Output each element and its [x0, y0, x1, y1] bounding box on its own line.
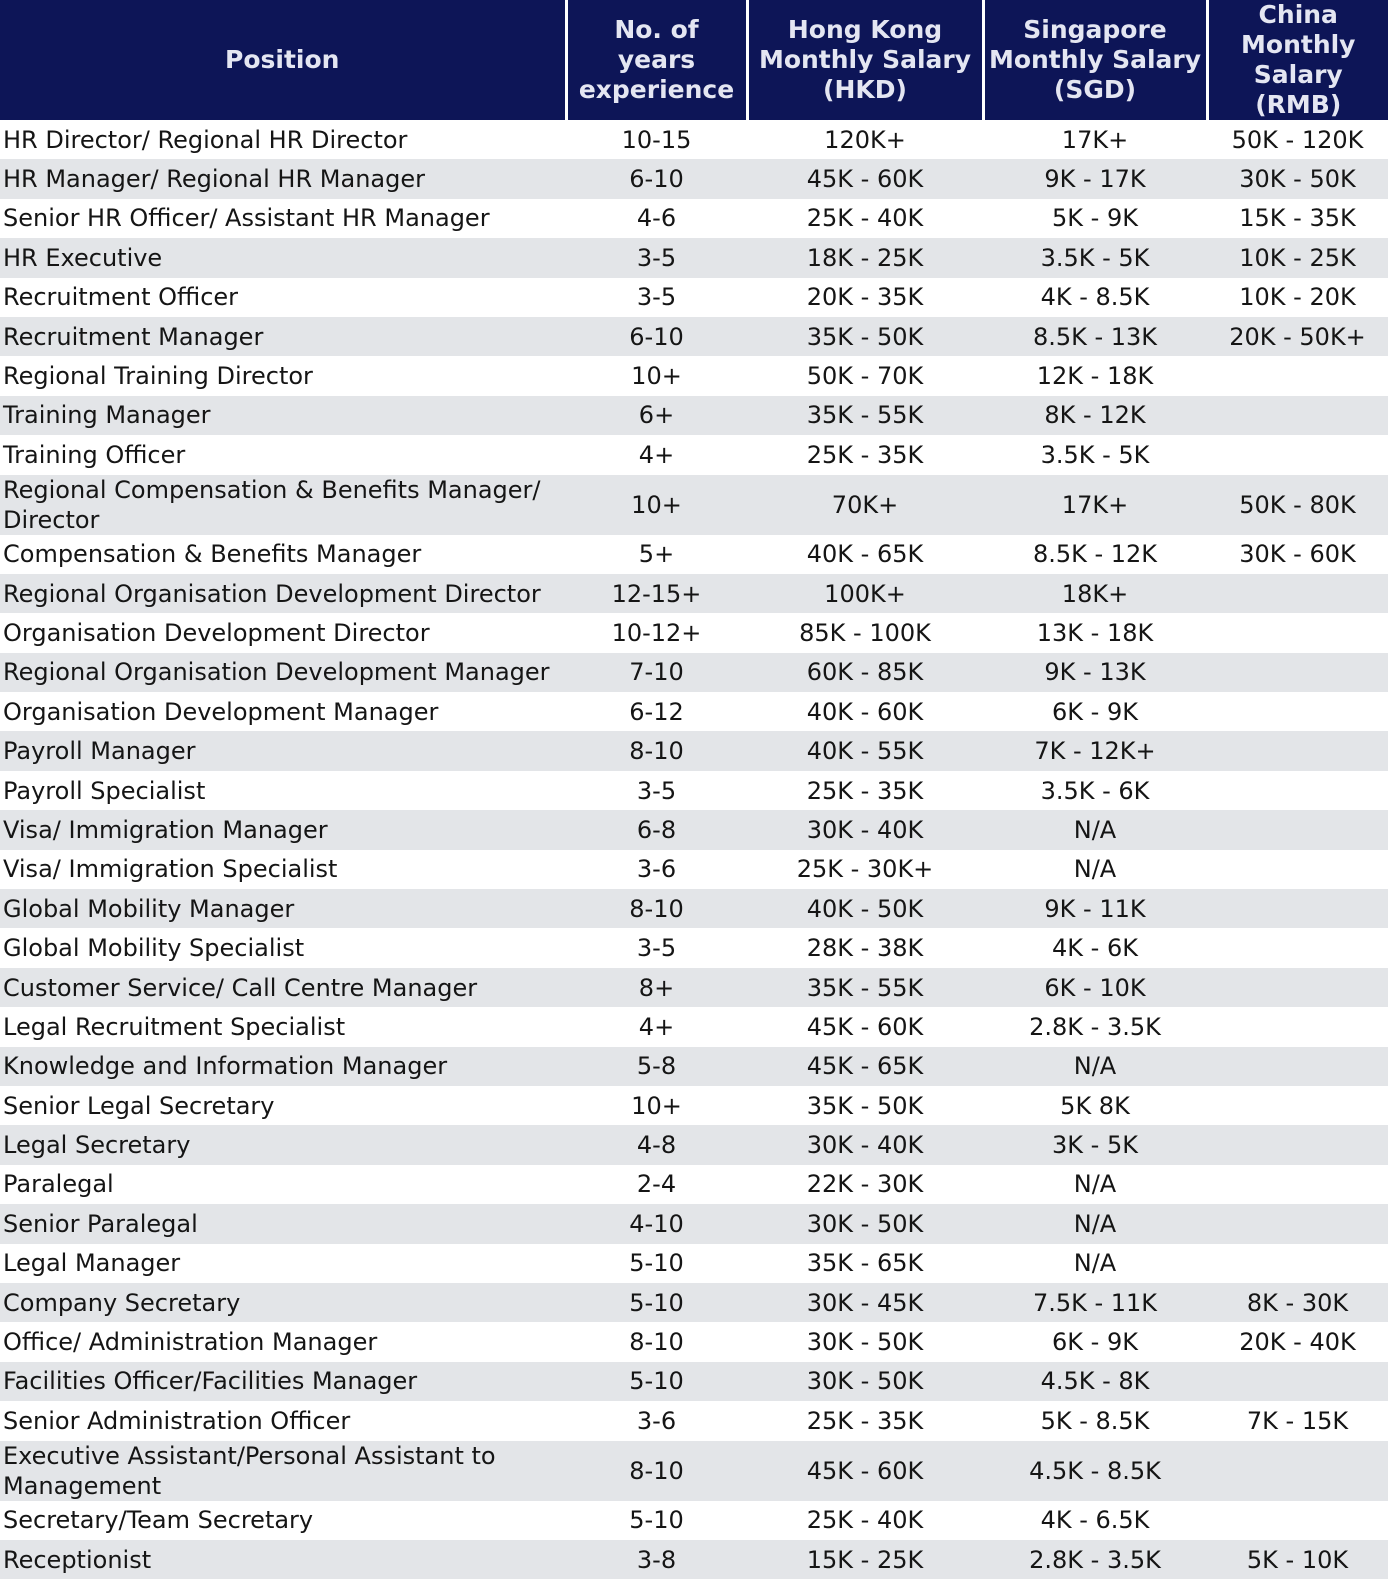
- cell-singapore-salary: 4K - 8.5K: [1040, 283, 1150, 312]
- cell-years-experience: 3-6: [636, 1406, 677, 1435]
- cell-position: Secretary/Team Secretary: [3, 1506, 314, 1535]
- cell-singapore-salary: 18K+: [983, 574, 1207, 613]
- cell-china-salary: [1207, 1441, 1388, 1501]
- table-row: [0, 731, 1388, 770]
- cell-position: Company Secretary: [0, 1283, 566, 1322]
- table-row: [0, 535, 1388, 574]
- cell-position: Office/ Administration Manager: [3, 1328, 378, 1357]
- cell-years-experience: 4-6: [636, 204, 677, 233]
- cell-china-salary: [1207, 731, 1388, 770]
- cell-years-experience: 5-10: [566, 1283, 747, 1322]
- cell-china-salary: 50K - 80K: [1207, 475, 1388, 535]
- table-row: [0, 574, 1388, 613]
- header-singapore-salary: Singapore Monthly Salary (SGD): [983, 0, 1207, 120]
- cell-china-salary: [1207, 810, 1388, 849]
- table-row: [0, 159, 1388, 198]
- cell-singapore-salary: 3K - 5K: [983, 1125, 1207, 1164]
- cell-position: Organisation Development Manager: [3, 697, 439, 726]
- cell-years-experience: 10+: [566, 475, 747, 535]
- cell-singapore-salary: 2.8K - 3.5K: [983, 1540, 1207, 1579]
- table-row: [0, 928, 1388, 967]
- cell-position: Regional Organisation Development Director: [0, 574, 566, 613]
- cell-singapore-salary: 9K - 11K: [983, 889, 1207, 928]
- table-row: [0, 1362, 1388, 1401]
- cell-position: Compensation & Benefits Manager: [3, 540, 422, 569]
- cell-singapore-salary: 5K - 8.5K: [1040, 1406, 1150, 1435]
- cell-hong-kong-salary: 22K - 30K: [806, 1170, 924, 1199]
- cell-singapore-salary: 13K - 18K: [1036, 618, 1154, 647]
- cell-china-salary: [1207, 1007, 1388, 1046]
- cell-hong-kong-salary: 25K - 35K: [806, 776, 924, 805]
- cell-hong-kong-salary: 45K - 60K: [747, 159, 983, 198]
- cell-hong-kong-salary: 45K - 60K: [806, 1012, 924, 1041]
- cell-hong-kong-salary: 40K - 50K: [747, 889, 983, 928]
- cell-years-experience: 3-5: [636, 934, 677, 963]
- cell-years-experience: 2-4: [636, 1170, 677, 1199]
- cell-hong-kong-salary: 15K - 25K: [747, 1540, 983, 1579]
- cell-hong-kong-salary: 30K - 45K: [747, 1283, 983, 1322]
- cell-china-salary: 5K - 10K: [1207, 1540, 1388, 1579]
- cell-singapore-salary: N/A: [1073, 855, 1117, 884]
- cell-position: Senior Administration Officer: [3, 1406, 351, 1435]
- cell-singapore-salary: 4K - 6.5K: [1040, 1506, 1150, 1535]
- cell-china-salary: [1207, 889, 1388, 928]
- cell-singapore-salary: 3.5K - 5K: [1040, 440, 1150, 469]
- cell-years-experience: 10+: [631, 1091, 682, 1120]
- cell-china-salary: 20K - 50K+: [1207, 317, 1388, 356]
- cell-position: Legal Recruitment Specialist: [3, 1012, 346, 1041]
- cell-china-salary: [1207, 1165, 1388, 1204]
- table-row: [0, 120, 1388, 159]
- cell-hong-kong-salary: 85K - 100K: [799, 618, 931, 647]
- cell-hong-kong-salary: 35K - 55K: [747, 968, 983, 1007]
- cell-years-experience: 6+: [566, 396, 747, 435]
- cell-singapore-salary: N/A: [983, 1204, 1207, 1243]
- table-row: [0, 1501, 1388, 1540]
- cell-singapore-salary: 8.5K - 13K: [983, 317, 1207, 356]
- cell-position: Senior Legal Secretary: [3, 1091, 275, 1120]
- cell-position: Legal Manager: [3, 1249, 181, 1278]
- cell-position: Senior Paralegal: [0, 1204, 566, 1243]
- cell-china-salary: [1207, 1086, 1388, 1125]
- cell-hong-kong-salary: 25K - 30K+: [796, 855, 934, 884]
- cell-years-experience: 5-10: [566, 1362, 747, 1401]
- table-row: [0, 435, 1388, 474]
- cell-position: Recruitment Officer: [3, 283, 239, 312]
- cell-china-salary: 10K - 20K: [1239, 283, 1356, 312]
- table-row: [0, 199, 1388, 238]
- table-row: [0, 889, 1388, 928]
- cell-hong-kong-salary: 35K - 50K: [806, 1091, 924, 1120]
- cell-hong-kong-salary: 28K - 38K: [806, 934, 924, 963]
- cell-position: Regional Organisation Development Manager: [0, 653, 566, 692]
- cell-years-experience: 3-8: [566, 1540, 747, 1579]
- table-row: [0, 356, 1388, 395]
- cell-years-experience: 3-6: [636, 855, 677, 884]
- cell-china-salary: [1207, 435, 1388, 474]
- table-row: [0, 810, 1388, 849]
- table-row: [0, 475, 1388, 535]
- cell-china-salary: 50K - 120K: [1231, 125, 1364, 154]
- cell-singapore-salary: N/A: [1073, 1249, 1117, 1278]
- cell-china-salary: 7K - 15K: [1246, 1406, 1349, 1435]
- cell-position: Training Officer: [3, 440, 186, 469]
- cell-china-salary: [1207, 1362, 1388, 1401]
- cell-hong-kong-salary: 25K - 35K: [806, 440, 924, 469]
- cell-singapore-salary: 12K - 18K: [1036, 362, 1154, 391]
- cell-years-experience: 7-10: [566, 653, 747, 692]
- cell-china-salary: [1207, 1204, 1388, 1243]
- cell-china-salary: [1207, 356, 1388, 395]
- cell-hong-kong-salary: 45K - 60K: [747, 1441, 983, 1501]
- cell-hong-kong-salary: 25K - 40K: [806, 1506, 924, 1535]
- cell-hong-kong-salary: 25K - 35K: [806, 1406, 924, 1435]
- header-row: [0, 0, 1388, 120]
- table-row: [0, 1204, 1388, 1243]
- cell-hong-kong-salary: 30K - 40K: [747, 810, 983, 849]
- cell-singapore-salary: 3.5K - 5K: [983, 238, 1207, 277]
- table-row: [0, 1401, 1388, 1440]
- cell-years-experience: 6-12: [629, 697, 684, 726]
- cell-hong-kong-salary: 70K+: [747, 475, 983, 535]
- cell-china-salary: [1207, 850, 1388, 889]
- cell-years-experience: 10-12+: [611, 618, 702, 647]
- table-row: [0, 1283, 1388, 1322]
- table-row: [0, 1540, 1388, 1579]
- cell-hong-kong-salary: 35K - 50K: [747, 317, 983, 356]
- cell-china-salary: [1207, 653, 1388, 692]
- cell-china-salary: [1207, 771, 1388, 810]
- cell-singapore-salary: 17K+: [1061, 125, 1129, 154]
- cell-position: Global Mobility Manager: [0, 889, 566, 928]
- cell-china-salary: 20K - 40K: [1239, 1328, 1356, 1357]
- cell-singapore-salary: 6K - 9K: [1052, 697, 1138, 726]
- cell-position: Executive Assistant/Personal Assistant to Management: [0, 1441, 566, 1501]
- cell-hong-kong-salary: 25K - 40K: [806, 204, 924, 233]
- cell-position: Training Manager: [0, 396, 566, 435]
- table-body: [0, 120, 1388, 1579]
- cell-years-experience: 3-5: [636, 776, 677, 805]
- cell-years-experience: 5-10: [629, 1249, 684, 1278]
- cell-china-salary: 30K - 60K: [1239, 540, 1356, 569]
- cell-hong-kong-salary: 35K - 55K: [747, 396, 983, 435]
- cell-position: Regional Training Director: [3, 362, 313, 391]
- cell-position: Knowledge and Information Manager: [0, 1047, 566, 1086]
- header-hong-kong-salary: Hong Kong Monthly Salary (HKD): [747, 0, 983, 120]
- table-row: [0, 1047, 1388, 1086]
- cell-china-salary: [1207, 1244, 1388, 1283]
- cell-years-experience: 4+: [638, 1012, 675, 1041]
- cell-years-experience: 5-8: [566, 1047, 747, 1086]
- cell-singapore-salary: 7.5K - 11K: [983, 1283, 1207, 1322]
- cell-singapore-salary: 8K - 12K: [983, 396, 1207, 435]
- cell-china-salary: [1207, 613, 1388, 652]
- cell-years-experience: 4-10: [566, 1204, 747, 1243]
- cell-china-salary: [1207, 1501, 1388, 1540]
- cell-years-experience: 10+: [631, 362, 682, 391]
- cell-position: Payroll Manager: [0, 731, 566, 770]
- cell-position: Organisation Development Director: [3, 618, 430, 647]
- cell-years-experience: 4-8: [566, 1125, 747, 1164]
- cell-years-experience: 8-10: [566, 889, 747, 928]
- cell-years-experience: 3-5: [636, 283, 677, 312]
- cell-years-experience: 12-15+: [566, 574, 747, 613]
- cell-years-experience: 5-10: [629, 1506, 684, 1535]
- header-years-experience: No. of years experience: [566, 0, 747, 120]
- table-row: [0, 1244, 1388, 1283]
- cell-position: Regional Compensation & Benefits Manager/ Director: [0, 475, 566, 535]
- cell-hong-kong-salary: 60K - 85K: [747, 653, 983, 692]
- cell-hong-kong-salary: 100K+: [747, 574, 983, 613]
- cell-china-salary: [1207, 928, 1388, 967]
- cell-position: Visa/ Immigration Manager: [0, 810, 566, 849]
- cell-hong-kong-salary: 40K - 55K: [747, 731, 983, 770]
- cell-singapore-salary: 8.5K - 12K: [1032, 540, 1158, 569]
- table-row: [0, 238, 1388, 277]
- table-row: [0, 317, 1388, 356]
- cell-position: Payroll Specialist: [3, 776, 206, 805]
- cell-years-experience: 5+: [638, 540, 675, 569]
- cell-hong-kong-salary: 30K - 50K: [747, 1362, 983, 1401]
- cell-hong-kong-salary: 20K - 35K: [806, 283, 924, 312]
- cell-position: Legal Secretary: [0, 1125, 566, 1164]
- cell-china-salary: [1207, 396, 1388, 435]
- table-row: [0, 613, 1388, 652]
- table-row: [0, 396, 1388, 435]
- table-row: [0, 1125, 1388, 1164]
- cell-singapore-salary: 3.5K - 6K: [1040, 776, 1150, 805]
- cell-china-salary: [1207, 574, 1388, 613]
- cell-years-experience: 3-5: [566, 238, 747, 277]
- cell-singapore-salary: 4.5K - 8K: [983, 1362, 1207, 1401]
- cell-singapore-salary: 4.5K - 8.5K: [983, 1441, 1207, 1501]
- cell-years-experience: 4+: [638, 440, 675, 469]
- cell-years-experience: 8-10: [566, 1441, 747, 1501]
- cell-singapore-salary: 17K+: [983, 475, 1207, 535]
- cell-position: Visa/ Immigration Specialist: [3, 855, 338, 884]
- cell-singapore-salary: 9K - 17K: [983, 159, 1207, 198]
- table-row: [0, 653, 1388, 692]
- cell-china-salary: [1207, 1125, 1388, 1164]
- header-position: Position: [0, 0, 566, 120]
- table-row: [0, 692, 1388, 731]
- cell-years-experience: 6-10: [566, 317, 747, 356]
- table-row: [0, 1322, 1388, 1361]
- cell-hong-kong-salary: 40K - 60K: [806, 697, 924, 726]
- table-row: [0, 278, 1388, 317]
- cell-years-experience: 8-10: [566, 731, 747, 770]
- cell-hong-kong-salary: 50K - 70K: [806, 362, 924, 391]
- cell-china-salary: [1207, 968, 1388, 1007]
- cell-years-experience: 6-10: [566, 159, 747, 198]
- table-row: [0, 771, 1388, 810]
- cell-singapore-salary: 9K - 13K: [983, 653, 1207, 692]
- cell-years-experience: 8-10: [629, 1328, 684, 1357]
- cell-position: Recruitment Manager: [0, 317, 566, 356]
- cell-singapore-salary: 5K 8K: [1060, 1091, 1130, 1120]
- cell-singapore-salary: N/A: [983, 810, 1207, 849]
- cell-position: Paralegal: [3, 1170, 114, 1199]
- table-row: [0, 1165, 1388, 1204]
- cell-hong-kong-salary: 18K - 25K: [747, 238, 983, 277]
- cell-position: Global Mobility Specialist: [3, 934, 305, 963]
- cell-position: HR Director/ Regional HR Director: [3, 125, 408, 154]
- cell-china-salary: [1207, 692, 1388, 731]
- table-row: [0, 850, 1388, 889]
- table-row: [0, 1086, 1388, 1125]
- cell-hong-kong-salary: 30K - 50K: [806, 1328, 924, 1357]
- table-row: [0, 1007, 1388, 1046]
- cell-china-salary: 10K - 25K: [1207, 238, 1388, 277]
- cell-position: Senior HR Officer/ Assistant HR Manager: [3, 204, 490, 233]
- cell-singapore-salary: 6K - 9K: [1052, 1328, 1138, 1357]
- cell-singapore-salary: 4K - 6K: [1052, 934, 1138, 963]
- cell-hong-kong-salary: 30K - 40K: [747, 1125, 983, 1164]
- cell-china-salary: 15K - 35K: [1239, 204, 1356, 233]
- cell-position: Facilities Officer/Facilities Manager: [0, 1362, 566, 1401]
- cell-position: HR Executive: [0, 238, 566, 277]
- cell-singapore-salary: 6K - 10K: [983, 968, 1207, 1007]
- header-china-salary: China Monthly Salary (RMB): [1207, 0, 1388, 120]
- cell-hong-kong-salary: 30K - 50K: [747, 1204, 983, 1243]
- cell-hong-kong-salary: 35K - 65K: [806, 1249, 924, 1278]
- cell-china-salary: 30K - 50K: [1207, 159, 1388, 198]
- cell-years-experience: 8+: [566, 968, 747, 1007]
- cell-hong-kong-salary: 45K - 65K: [747, 1047, 983, 1086]
- cell-position: Customer Service/ Call Centre Manager: [0, 968, 566, 1007]
- cell-years-experience: 6-8: [566, 810, 747, 849]
- cell-hong-kong-salary: 40K - 65K: [806, 540, 924, 569]
- cell-singapore-salary: 5K - 9K: [1052, 204, 1138, 233]
- cell-position: HR Manager/ Regional HR Manager: [0, 159, 566, 198]
- table-row: [0, 1441, 1388, 1501]
- cell-singapore-salary: N/A: [1073, 1170, 1117, 1199]
- cell-hong-kong-salary: 120K+: [824, 125, 906, 154]
- cell-singapore-salary: 7K - 12K+: [983, 731, 1207, 770]
- cell-china-salary: 8K - 30K: [1207, 1283, 1388, 1322]
- cell-china-salary: [1207, 1047, 1388, 1086]
- cell-years-experience: 10-15: [621, 125, 692, 154]
- table-header: [0, 0, 1388, 120]
- table-row: [0, 968, 1388, 1007]
- cell-singapore-salary: 2.8K - 3.5K: [1029, 1012, 1161, 1041]
- cell-position: Receptionist: [0, 1540, 566, 1579]
- cell-singapore-salary: N/A: [983, 1047, 1207, 1086]
